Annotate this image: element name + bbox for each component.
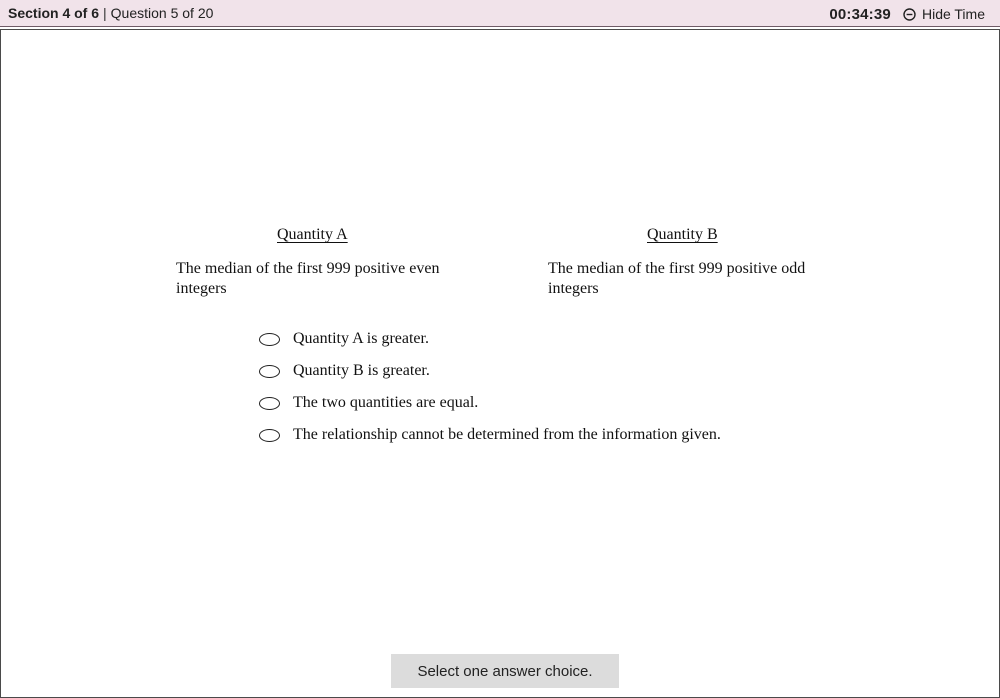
answer-choices (259, 323, 721, 451)
section-indicator: Section 4 of 6 (8, 5, 100, 21)
radio-button[interactable] (259, 333, 280, 346)
minus-circle-icon (903, 8, 916, 21)
answer-choice-label: The relationship cannot be determined from the information given. (293, 426, 721, 443)
progress-indicator (8, 5, 213, 21)
radio-button[interactable] (259, 429, 280, 442)
hide-time-label: Hide Time (921, 6, 985, 22)
quantity-b-title: Quantity B (647, 226, 718, 243)
answer-choice-label: The two quantities are equal. (293, 394, 479, 411)
hide-time-button[interactable] (903, 6, 985, 22)
radio-button[interactable] (259, 365, 280, 378)
status-message: Select one answer choice. (391, 654, 619, 688)
question-indicator: Question 5 of 20 (110, 5, 214, 21)
answer-choice-d[interactable] (259, 419, 721, 451)
radio-button[interactable] (259, 397, 280, 410)
answer-choice-label: Quantity A is greater. (293, 330, 429, 347)
time-remaining: 00:34:39 (829, 5, 891, 23)
quantity-a-title: Quantity A (277, 226, 348, 243)
answer-choice-a[interactable] (259, 323, 721, 355)
answer-choice-label: Quantity B is greater. (293, 362, 430, 379)
progress-separator: | (103, 5, 107, 21)
quantity-b-text: The median of the first 999 positive odd integers (548, 260, 806, 297)
answer-choice-b[interactable] (259, 355, 721, 387)
quantity-a-text: The median of the first 999 positive even integers (176, 260, 440, 297)
timer-area (829, 4, 985, 24)
top-status-bar (0, 0, 1000, 27)
answer-choice-c[interactable] (259, 387, 721, 419)
